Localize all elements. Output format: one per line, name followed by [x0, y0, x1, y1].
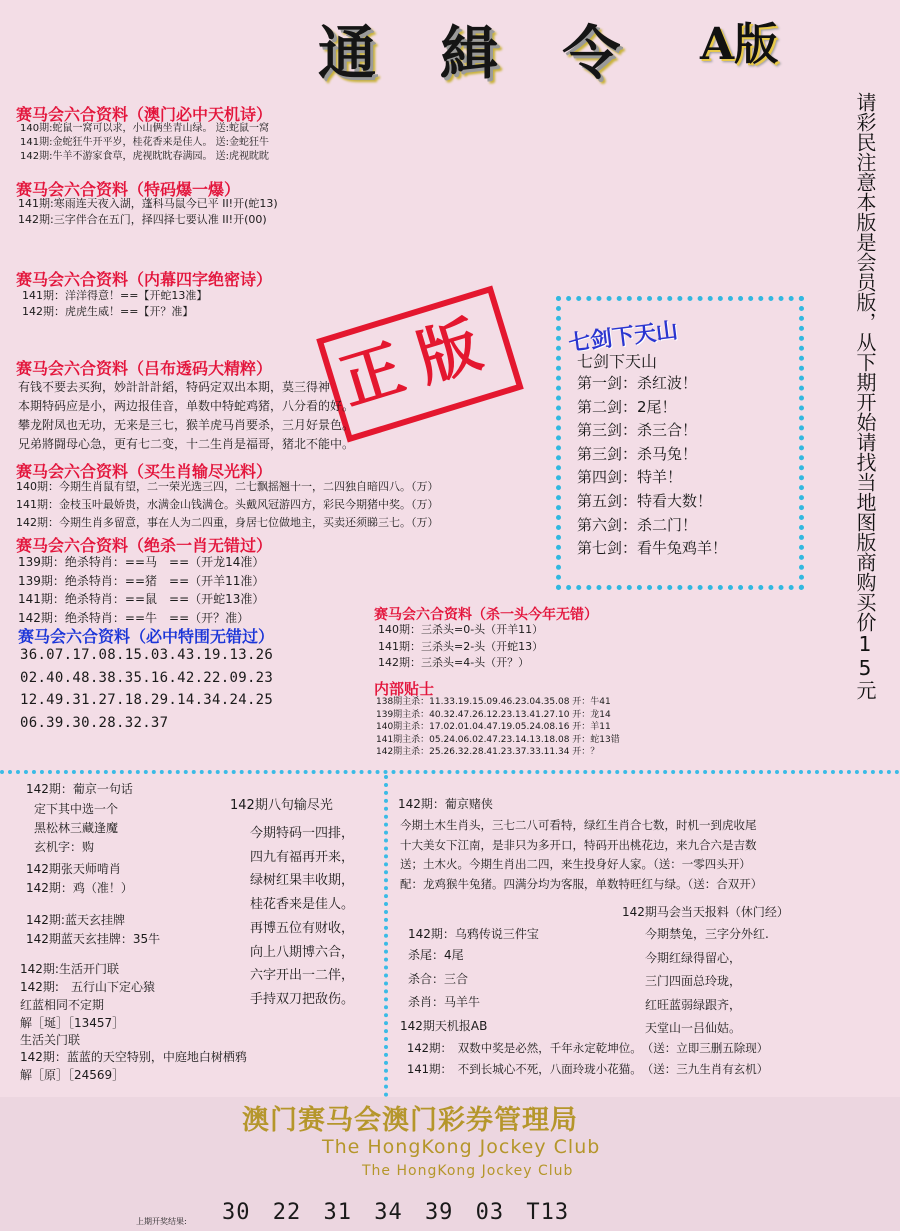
close-body: [20, 1048, 247, 1084]
divider: [0, 770, 900, 774]
list-item: 今期红绿得留心，: [645, 950, 742, 965]
grape-body: [34, 800, 118, 857]
close-title: 生活关门联: [20, 1033, 81, 1047]
list-item: 142期主杀：25.26.32.28.41.23.37.33.11.34 开：？: [376, 747, 600, 757]
list-item: 142期：虎虎生威！==【开？准】: [22, 305, 194, 318]
list-item: 今期禁兔，三字分外红.: [645, 927, 769, 941]
footer-club-name-small: The HongKong Jockey Club: [362, 1163, 574, 1179]
list-item: 解［原］［24569］: [20, 1068, 125, 1082]
section-animal-body: [16, 478, 439, 532]
list-item: 141期:寒雨连天夜入湖，蓬科马鼠今已平 II!开(蛇13): [18, 197, 278, 210]
section-title-lvbu: 赛马会六合资料（吕布透码大精粹）: [16, 359, 273, 378]
section-inside-body: [376, 696, 620, 759]
section-lvbu-body: [18, 378, 354, 454]
seven-swords-banner: 七剑下天山: [567, 318, 680, 357]
list-item: 第七剑：看牛兔鸡羊！: [577, 539, 728, 558]
daily-body: [645, 923, 769, 1041]
section-killhead-body: [378, 622, 543, 672]
life-body: [20, 978, 155, 1032]
section-poem-body: [20, 122, 269, 164]
list-item: 140期:蛇鼠一窝可以求，小山俩坐青山绿。 送:蛇鼠一窝: [20, 123, 270, 134]
list-item: 送；土木火。今期生肖出二四，来生投身好人家。（送：一零四头开）: [400, 857, 751, 871]
list-item: 140期：今期生肖鼠有望，二一荣光选三四，二七飘摇翘十一，二四独自暗四八。（万）: [16, 480, 439, 493]
list-item: 向上八期博六合，: [250, 944, 355, 960]
list-item: 黑松林三藏逢魔: [34, 821, 119, 835]
list-item: 第一剑：杀红波！: [577, 374, 698, 392]
list-item: 红旺蓝弱绿跟齐，: [645, 997, 742, 1012]
section-title-burst: 赛马会六合资料（特码爆一爆）: [16, 180, 241, 199]
section-title-animal: 赛马会六合资料（买生肖输尽光料）: [16, 462, 273, 481]
section-title-killhead: 赛马会六合资料（杀一头今年无错）: [374, 607, 598, 623]
list-item: 142期：绝杀特肖：==牛 ==（开？准）: [18, 610, 250, 625]
heaven-body: [407, 1038, 768, 1079]
zhang-title: 142期张天师啃肖: [26, 862, 121, 876]
list-item: 142期:三字伴合在五门，择四择七要认准 II!开(00): [18, 213, 267, 226]
list-item: 杀合：三合: [408, 971, 469, 986]
list-item: 第五剑：特看大数！: [577, 491, 713, 510]
section-burst-body: [18, 196, 278, 228]
list-item: 再博五位有财收，: [250, 920, 355, 936]
section-must-body: [20, 644, 273, 735]
list-item: 有钱不要去买狗，妙計計計縚，特码定双出本期，莫三得神: [18, 380, 331, 394]
list-item: 141期：金枝玉叶最娇贵，水满金山钱满仓。头戴风冠游四方，彩民今期猪中奖。（万）: [16, 498, 439, 511]
list-item: 第四剑：特羊！: [577, 468, 683, 487]
footer-org-name: 澳门赛马会澳门彩券管理局: [242, 1105, 578, 1136]
zhang-line: 142期：鸡（准！）: [26, 881, 133, 895]
list-item: 三门四面总玲珑，: [645, 974, 742, 988]
list-item: 142期:牛羊不游家食草，虎视眈眈春满园。 送:虎视眈眈: [20, 151, 270, 162]
list-item: 桂花香来是佳人。: [250, 897, 355, 913]
list-item: 142期：三杀头=4-头（开？）: [378, 656, 530, 669]
daily-title: 142期马会当天报料（休门经）: [622, 905, 789, 919]
list-item: 兄弟將闘母心急，更有七二变，十二生肖是福哥，猪北不能中。: [18, 437, 355, 451]
crow-title: 142期：乌鸦传说三件宝: [408, 927, 539, 941]
page-title: 通 緝 令: [318, 19, 643, 87]
list-item: 杀肖：马羊牛: [408, 995, 481, 1009]
number-row: 06.39.30.28.32.37: [20, 715, 169, 732]
gambler-body: [400, 816, 762, 894]
list-item: 攀龙附凤也无功，无来是三七，猴羊虎马肖要杀，三月好景色。: [18, 418, 355, 432]
list-item: 本期特码应是小，两边报佳音，单数中特蛇鸡猪，八分看的好。: [18, 399, 355, 413]
last-draw-numbers: 30 22 31 34 39 03 T13: [222, 1200, 570, 1225]
crow-body: [408, 944, 480, 1015]
blue-line: 142期蓝天玄挂牌：35牛: [26, 932, 161, 946]
life-title: 142期:生活开门联: [20, 962, 119, 976]
list-item: 第二剑：2尾！: [577, 397, 677, 416]
list-item: 138期主杀：11.33.19.15.09.46.23.04.35.08 开：牛41: [376, 697, 611, 707]
divider: [384, 775, 388, 1097]
list-item: 配：龙鸡猴牛兔猪。四满分均为客服，单数特旺红与绿。（送：合双开）: [400, 876, 763, 891]
list-item: 142期: 五行山下定心猿: [20, 980, 155, 994]
list-item: 141期：绝杀特肖：==鼠 ==（开蛇13准）: [18, 592, 265, 606]
section-title-kill: 赛马会六合资料（绝杀一肖无错过）: [16, 536, 273, 555]
list-item: 天堂山一吕仙姑。: [645, 1021, 742, 1035]
seven-swords-list: [577, 372, 727, 561]
blue-title: 142期:蓝天玄挂牌: [26, 913, 125, 927]
list-item: 定下其中选一个: [34, 802, 119, 816]
list-item: 141期： 不到长城心不死，八面玲珑小花猫。 （送：三九生肖有玄机）: [407, 1061, 769, 1076]
section-title-inside: 内部贴士: [374, 680, 435, 698]
footer-club-name: The HongKong Jockey Club: [322, 1136, 601, 1158]
list-item: 解［埏］［13457］: [20, 1016, 125, 1030]
gambler-title: 142期：葡京赌侠: [398, 797, 493, 811]
edition-label: A版: [700, 19, 779, 70]
list-item: 139期：绝杀特肖：==猪 ==（开羊11准）: [18, 573, 265, 588]
genuine-stamp: 正版: [316, 285, 524, 442]
heaven-title: 142期天机报AB: [400, 1019, 488, 1033]
list-item: 139期主杀：40.32.47.26.12.23.13.41.27.10 开：龙14: [376, 709, 611, 720]
list-item: 141期:金蛇狂牛开平岁，桂花香来是佳人。 送:金蛇狂牛: [20, 137, 270, 148]
list-item: 第六剑：杀二门！: [577, 515, 698, 534]
list-item: 第三剑：杀三合！: [577, 421, 698, 440]
member-notice: 请彩民注意本版是会员版，从下期开始请找当地图版商购买价15元: [853, 92, 877, 700]
number-row: 12.49.31.27.18.29.14.34.24.25: [20, 692, 274, 709]
section-title-poem: 赛马会六合资料（澳门必中天机诗）: [16, 105, 273, 124]
list-item: 141期主杀：05.24.06.02.47.23.14.13.18.08 开：蛇13错: [376, 734, 620, 745]
list-item: 139期：绝杀特肖：==马 ==（开龙14准）: [18, 555, 265, 569]
list-item: 第三剑：杀马兔！: [577, 444, 698, 463]
section-four-body: [22, 288, 207, 320]
list-item: 手持双刀把敌伤。: [250, 991, 355, 1007]
eight-body: [250, 822, 354, 1012]
list-item: 今期土木生肖头，三七二八可看特，绿红生肖合七数，时机一到虎收尾: [400, 818, 757, 832]
list-item: 十大美女下江南，是非只为多开口，特码开出桃花边，来九合六是吉数: [400, 837, 757, 852]
section-title-must: 赛马会六合资料（必中特围无错过）: [18, 627, 275, 646]
list-item: 六字开出一二伴，: [250, 968, 355, 984]
list-item: 142期：今期生肖多留意，事在人为二四重，身居七位做地主，买卖还须睇三七。（万）: [16, 516, 439, 529]
list-item: 141期：三杀头=2-头（开蛇13）: [378, 639, 544, 653]
list-item: 绿树红果丰收期，: [250, 873, 355, 889]
section-title-four: 赛马会六合资料（内幕四字绝密诗）: [16, 270, 273, 289]
section-kill-body: [18, 553, 264, 627]
list-item: 杀尾：4尾: [408, 948, 464, 962]
grape-title: 142期：葡京一句话: [26, 782, 133, 796]
list-item: 142期： 双数中奖是必然，千年永定乾坤位。 （送：立即三删五除现）: [407, 1041, 769, 1055]
number-row: 36.07.17.08.15.03.43.19.13.26: [20, 647, 274, 663]
list-item: 141期：洋洋得意！==【开蛇13准】: [22, 289, 208, 302]
list-item: 四九有福再开来，: [250, 849, 355, 865]
list-item: 红蓝相同不定期: [20, 998, 105, 1012]
list-item: 140期主杀：17.02.01.04.47.19.05.24.08.16 开：羊11: [376, 722, 611, 732]
number-row: 02.40.48.38.35.16.42.22.09.23: [20, 669, 274, 686]
eight-title: 142期八句输尽光: [230, 798, 333, 813]
last-draw-label: 上期开奖结果:: [136, 1217, 187, 1226]
list-item: 今期特码一四排，: [250, 826, 355, 841]
seven-swords-heading: 七剑下天山: [577, 352, 658, 371]
list-item: 玄机字：购: [34, 840, 95, 854]
list-item: 140期：三杀头=0-头（开羊11）: [378, 623, 544, 636]
list-item: 142期：蓝蓝的天空特别，中庭地白树栖鸦: [20, 1050, 247, 1064]
